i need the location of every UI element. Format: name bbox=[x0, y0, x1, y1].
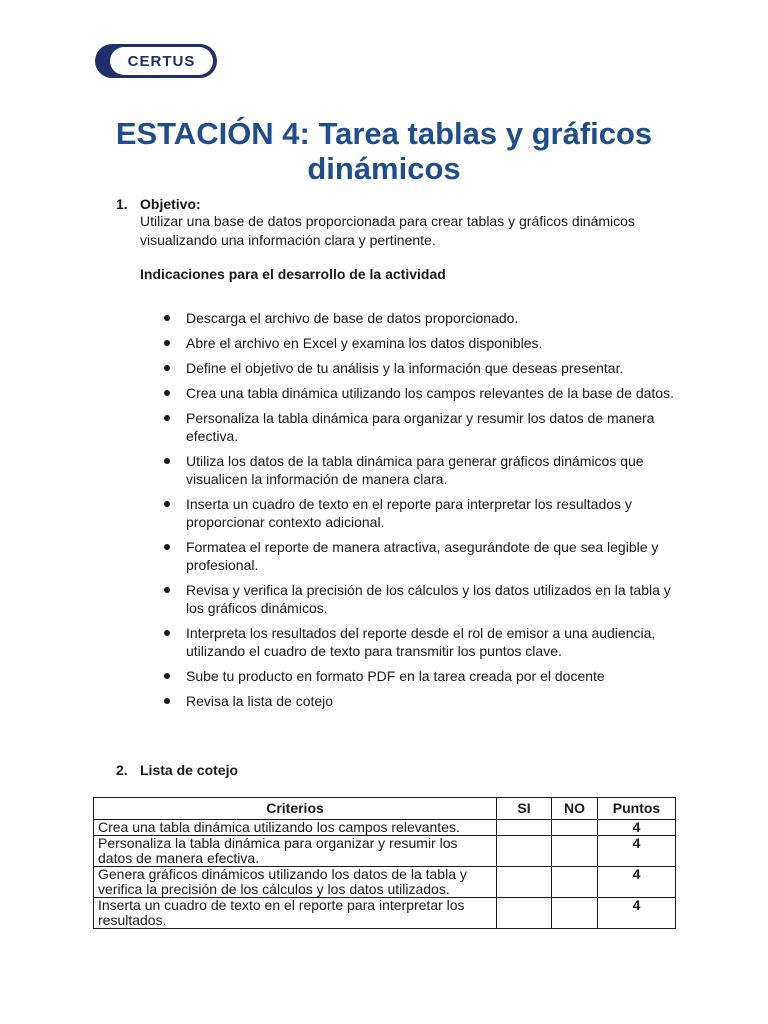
criterion-cell: Genera gráficos dinámicos utilizando los datos de la tabla y verifica la precisión de los cálculos y los datos utilizados. bbox=[94, 867, 497, 898]
list-item: Revisa la lista de cotejo bbox=[140, 692, 680, 710]
list-item: Revisa y verifica la precisión de los cálculos y los datos utilizados en la tabla y los gráficos dinámicos. bbox=[140, 581, 680, 617]
points-cell: 4 bbox=[598, 836, 676, 867]
indications-heading: Indicaciones para el desarrollo de la actividad bbox=[140, 266, 446, 282]
section-number: 2. bbox=[116, 762, 128, 778]
list-item: Descarga el archivo de base de datos proporcionado. bbox=[140, 309, 680, 327]
objective-heading bbox=[116, 196, 201, 212]
criterion-cell: Inserta un cuadro de texto en el reporte para interpretar los resultados. bbox=[94, 898, 497, 929]
list-item: Utiliza los datos de la tabla dinámica para generar gráficos dinámicos que visualicen la información de manera clara. bbox=[140, 452, 680, 488]
header-no: NO bbox=[552, 798, 598, 820]
list-item: Interpreta los resultados del reporte desde el rol de emisor a una audiencia, utilizando el cuadro de texto para transmitir los puntos clave. bbox=[140, 624, 680, 660]
list-item: Personaliza la tabla dinámica para organizar y resumir los datos de manera efectiva. bbox=[140, 409, 680, 445]
list-item: Formatea el reporte de manera atractiva, asegurándote de que sea legible y profesional. bbox=[140, 538, 680, 574]
certus-logo bbox=[95, 44, 217, 78]
table-row bbox=[94, 836, 676, 867]
section-title: Objetivo: bbox=[140, 196, 201, 212]
table-row bbox=[94, 898, 676, 929]
objective-text: Utilizar una base de datos proporcionada para crear tablas y gráficos dinámicos visualizando una información clara y pertinente. bbox=[140, 213, 635, 248]
si-cell bbox=[497, 867, 552, 898]
table-header-row bbox=[94, 798, 676, 820]
table-row bbox=[94, 867, 676, 898]
no-cell bbox=[552, 867, 598, 898]
list-item: Crea una tabla dinámica utilizando los campos relevantes de la base de datos. bbox=[140, 384, 680, 402]
si-cell bbox=[497, 836, 552, 867]
si-cell bbox=[497, 898, 552, 929]
points-cell: 4 bbox=[598, 820, 676, 836]
no-cell bbox=[552, 898, 598, 929]
list-item: Abre el archivo en Excel y examina los datos disponibles. bbox=[140, 334, 680, 352]
instruction-list bbox=[140, 309, 680, 717]
criterion-cell: Crea una tabla dinámica utilizando los campos relevantes. bbox=[94, 820, 497, 836]
section-number: 1. bbox=[116, 196, 128, 212]
checklist-heading bbox=[116, 762, 238, 778]
no-cell bbox=[552, 836, 598, 867]
table-row bbox=[94, 820, 676, 836]
points-cell: 4 bbox=[598, 867, 676, 898]
list-item: Sube tu producto en formato PDF en la tarea creada por el docente bbox=[140, 667, 680, 685]
section-title: Lista de cotejo bbox=[140, 762, 239, 778]
no-cell bbox=[552, 820, 598, 836]
criterion-cell: Personaliza la tabla dinámica para organizar y resumir los datos de manera efectiva. bbox=[94, 836, 497, 867]
list-item: Define el objetivo de tu análisis y la información que deseas presentar. bbox=[140, 359, 680, 377]
si-cell bbox=[497, 820, 552, 836]
logo-text: CERTUS bbox=[110, 47, 213, 75]
points-cell: 4 bbox=[598, 898, 676, 929]
header-criterios: Criterios bbox=[94, 798, 497, 820]
list-item: Inserta un cuadro de texto en el reporte para interpretar los resultados y proporcionar contexto adicional. bbox=[140, 495, 680, 531]
checklist-table bbox=[93, 797, 676, 929]
header-si: SI bbox=[497, 798, 552, 820]
page-title: ESTACIÓN 4: Tarea tablas y gráficos dinámicos bbox=[115, 116, 653, 186]
header-puntos: Puntos bbox=[598, 798, 676, 820]
